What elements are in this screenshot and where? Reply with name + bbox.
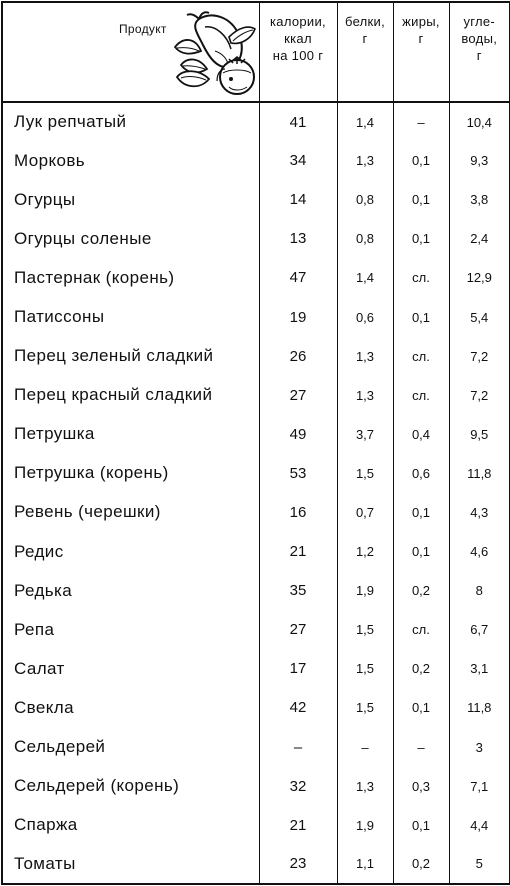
- carbs-cell: 7,2: [449, 337, 510, 376]
- carbs-cell: 4,4: [449, 806, 510, 845]
- carbs-cell: 2,4: [449, 219, 510, 258]
- calories-cell: 21: [259, 806, 337, 845]
- product-name-cell: Петрушка (корень): [2, 454, 259, 493]
- calories-cell: 47: [259, 258, 337, 297]
- fat-cell: 0,1: [393, 180, 449, 219]
- carbs-cell: 7,2: [449, 376, 510, 415]
- header-row: [2, 2, 510, 102]
- product-name-cell: Перец красный сладкий: [2, 376, 259, 415]
- product-name-cell: Огурцы соленые: [2, 219, 259, 258]
- product-name-cell: Сельдерей (корень): [2, 767, 259, 806]
- carbs-cell: 11,8: [449, 454, 510, 493]
- fat-cell: 0,2: [393, 649, 449, 688]
- calories-cell: 42: [259, 688, 337, 727]
- carbs-cell: 3,8: [449, 180, 510, 219]
- product-name-cell: Спаржа: [2, 806, 259, 845]
- fat-cell: 0,1: [393, 141, 449, 180]
- carbs-cell: 3,1: [449, 649, 510, 688]
- carbs-cell: 9,3: [449, 141, 510, 180]
- protein-cell: 0,7: [337, 493, 393, 532]
- product-name-cell: Ревень (черешки): [2, 493, 259, 532]
- calories-cell: 21: [259, 532, 337, 571]
- carbs-cell: 8: [449, 571, 510, 610]
- table-row: [2, 219, 510, 258]
- table-body: [2, 102, 510, 884]
- table-row: [2, 141, 510, 180]
- calories-cell: 49: [259, 415, 337, 454]
- table-row: [2, 337, 510, 376]
- fat-cell: сл.: [393, 376, 449, 415]
- fat-cell: –: [393, 728, 449, 767]
- calories-cell: 35: [259, 571, 337, 610]
- protein-cell: 1,5: [337, 454, 393, 493]
- calories-cell: 32: [259, 767, 337, 806]
- fat-cell: сл.: [393, 337, 449, 376]
- header-product: [2, 2, 259, 102]
- fat-cell: сл.: [393, 610, 449, 649]
- calories-cell: 16: [259, 493, 337, 532]
- vegetables-illustration: [169, 7, 265, 99]
- table-row: [2, 571, 510, 610]
- fat-cell: 0,1: [393, 219, 449, 258]
- fat-cell: 0,1: [393, 493, 449, 532]
- product-name-cell: Пастернак (корень): [2, 258, 259, 297]
- table-row: [2, 493, 510, 532]
- protein-cell: –: [337, 728, 393, 767]
- carbs-cell: 4,6: [449, 532, 510, 571]
- fat-cell: –: [393, 102, 449, 141]
- table-row: [2, 610, 510, 649]
- carbs-cell: 7,1: [449, 767, 510, 806]
- calories-cell: 23: [259, 845, 337, 884]
- protein-cell: 0,6: [337, 297, 393, 336]
- product-name-cell: Патиссоны: [2, 297, 259, 336]
- carbs-cell: 9,5: [449, 415, 510, 454]
- product-name-cell: Сельдерей: [2, 728, 259, 767]
- calories-cell: 13: [259, 219, 337, 258]
- fat-cell: 0,2: [393, 571, 449, 610]
- calories-cell: 17: [259, 649, 337, 688]
- table-row: [2, 415, 510, 454]
- fat-cell: 0,1: [393, 688, 449, 727]
- calories-cell: 26: [259, 337, 337, 376]
- protein-cell: 1,5: [337, 610, 393, 649]
- header-carbs: угле- воды, г: [449, 2, 510, 102]
- fat-cell: 0,4: [393, 415, 449, 454]
- header-calories: калории, ккал на 100 г: [259, 2, 337, 102]
- fat-cell: 0,1: [393, 297, 449, 336]
- protein-cell: 1,9: [337, 571, 393, 610]
- calories-cell: 41: [259, 102, 337, 141]
- table-row: [2, 532, 510, 571]
- carbs-cell: 12,9: [449, 258, 510, 297]
- carbs-cell: 11,8: [449, 688, 510, 727]
- calories-cell: 27: [259, 376, 337, 415]
- fat-cell: сл.: [393, 258, 449, 297]
- product-name-cell: Лук репчатый: [2, 102, 259, 141]
- carbs-cell: 4,3: [449, 493, 510, 532]
- table-row: [2, 297, 510, 336]
- product-name-cell: Перец зеленый сладкий: [2, 337, 259, 376]
- table-row: [2, 649, 510, 688]
- header-product-label: Продукт: [119, 22, 167, 36]
- table-row: [2, 258, 510, 297]
- calories-cell: 19: [259, 297, 337, 336]
- protein-cell: 1,1: [337, 845, 393, 884]
- nutrition-table: [1, 1, 510, 885]
- header-protein: белки, г: [337, 2, 393, 102]
- product-name-cell: Томаты: [2, 845, 259, 884]
- product-name-cell: Редька: [2, 571, 259, 610]
- carbs-cell: 5: [449, 845, 510, 884]
- protein-cell: 1,3: [337, 337, 393, 376]
- protein-cell: 3,7: [337, 415, 393, 454]
- protein-cell: 1,3: [337, 376, 393, 415]
- calories-cell: 14: [259, 180, 337, 219]
- carbs-cell: 3: [449, 728, 510, 767]
- calories-cell: 53: [259, 454, 337, 493]
- fat-cell: 0,1: [393, 532, 449, 571]
- product-name-cell: Огурцы: [2, 180, 259, 219]
- carbs-cell: 6,7: [449, 610, 510, 649]
- table-row: [2, 688, 510, 727]
- fat-cell: 0,6: [393, 454, 449, 493]
- table-row: [2, 180, 510, 219]
- fat-cell: 0,1: [393, 806, 449, 845]
- protein-cell: 1,5: [337, 649, 393, 688]
- product-name-cell: Редис: [2, 532, 259, 571]
- table-row: [2, 767, 510, 806]
- table-row: [2, 454, 510, 493]
- header-fat: жиры, г: [393, 2, 449, 102]
- fat-cell: 0,3: [393, 767, 449, 806]
- product-name-cell: Салат: [2, 649, 259, 688]
- calories-cell: 27: [259, 610, 337, 649]
- protein-cell: 1,5: [337, 688, 393, 727]
- carbs-cell: 10,4: [449, 102, 510, 141]
- table-row: [2, 845, 510, 884]
- protein-cell: 1,2: [337, 532, 393, 571]
- protein-cell: 1,3: [337, 767, 393, 806]
- protein-cell: 1,4: [337, 258, 393, 297]
- protein-cell: 1,4: [337, 102, 393, 141]
- fat-cell: 0,2: [393, 845, 449, 884]
- table-row: [2, 728, 510, 767]
- table-row: [2, 376, 510, 415]
- product-name-cell: Морковь: [2, 141, 259, 180]
- table-row: [2, 806, 510, 845]
- protein-cell: 1,9: [337, 806, 393, 845]
- protein-cell: 0,8: [337, 219, 393, 258]
- carbs-cell: 5,4: [449, 297, 510, 336]
- product-name-cell: Свекла: [2, 688, 259, 727]
- protein-cell: 0,8: [337, 180, 393, 219]
- calories-cell: 34: [259, 141, 337, 180]
- product-name-cell: Репа: [2, 610, 259, 649]
- product-name-cell: Петрушка: [2, 415, 259, 454]
- protein-cell: 1,3: [337, 141, 393, 180]
- calories-cell: –: [259, 728, 337, 767]
- table-row: [2, 102, 510, 141]
